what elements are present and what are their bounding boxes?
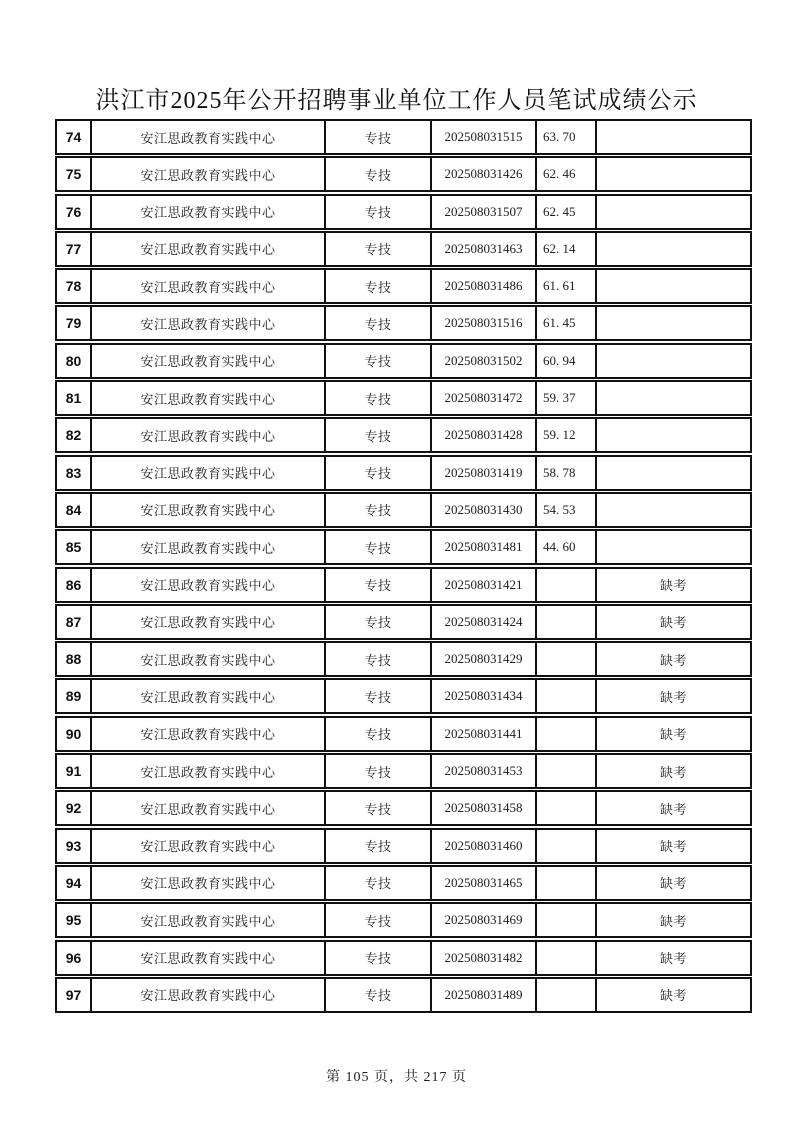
remark-cell: 缺考: [595, 904, 750, 936]
row-number-cell: 90: [65, 725, 82, 742]
row-number-cell: 97: [65, 986, 82, 1003]
row-number-cell: 87: [65, 613, 82, 630]
remark-cell: 缺考: [595, 606, 750, 638]
row-number-cell: 76: [65, 203, 82, 220]
scores-table: [55, 119, 752, 1014]
score-cell: 62. 46: [535, 158, 595, 190]
row-number-cell: 93: [65, 837, 82, 854]
page-title: 洪江市2025年公开招聘事业单位工作人员笔试成绩公示: [95, 88, 698, 114]
remark-cell: [595, 121, 750, 153]
score-cell: [535, 904, 595, 936]
unit-name-cell: 安江思政教育实践中心: [90, 196, 324, 228]
unit-name-cell: 安江思政教育实践中心: [90, 494, 324, 526]
exam-id-cell: 202508031502: [430, 345, 535, 377]
position-type-cell: 专技: [324, 755, 430, 787]
position-type-cell: 专技: [324, 904, 430, 936]
exam-id-cell: 202508031472: [430, 382, 535, 414]
table-row: [55, 455, 752, 491]
unit-name-cell: 安江思政教育实践中心: [90, 457, 324, 489]
score-cell: [535, 979, 595, 1011]
remark-cell: 缺考: [595, 569, 750, 601]
unit-name-cell: 安江思政教育实践中心: [90, 606, 324, 638]
unit-name-cell: 安江思政教育实践中心: [90, 531, 324, 563]
remark-cell: [595, 233, 750, 265]
exam-id-cell: 202508031482: [430, 942, 535, 974]
score-cell: 54. 53: [535, 494, 595, 526]
remark-cell: 缺考: [595, 942, 750, 974]
row-number-cell: 92: [65, 800, 82, 817]
score-cell: 63. 70: [535, 121, 595, 153]
position-type-cell: 专技: [324, 196, 430, 228]
table-row: [55, 902, 752, 938]
row-number-cell: 88: [65, 651, 82, 668]
remark-cell: 缺考: [595, 867, 750, 899]
position-type-cell: 专技: [324, 531, 430, 563]
table-row: [55, 156, 752, 192]
score-cell: [535, 792, 595, 824]
table-row: [55, 604, 752, 640]
position-type-cell: 专技: [324, 718, 430, 750]
exam-id-cell: 202508031419: [430, 457, 535, 489]
exam-id-cell: 202508031465: [430, 867, 535, 899]
exam-id-cell: 202508031434: [430, 680, 535, 712]
exam-id-cell: 202508031489: [430, 979, 535, 1011]
score-cell: 62. 45: [535, 196, 595, 228]
row-number-cell: 89: [65, 688, 82, 705]
position-type-cell: 专技: [324, 345, 430, 377]
remark-cell: [595, 158, 750, 190]
exam-id-cell: 202508031515: [430, 121, 535, 153]
position-type-cell: 专技: [324, 121, 430, 153]
position-type-cell: 专技: [324, 979, 430, 1011]
score-cell: [535, 942, 595, 974]
row-number-cell: 81: [65, 390, 82, 407]
row-number-cell: 91: [65, 763, 82, 780]
row-number-cell: 85: [65, 539, 82, 556]
score-cell: 62. 14: [535, 233, 595, 265]
exam-id-cell: 202508031429: [430, 643, 535, 675]
table-row: [55, 268, 752, 304]
remark-cell: [595, 457, 750, 489]
table-row: [55, 828, 752, 864]
position-type-cell: 专技: [324, 233, 430, 265]
score-cell: [535, 718, 595, 750]
exam-id-cell: 202508031486: [430, 270, 535, 302]
score-cell: 61. 61: [535, 270, 595, 302]
row-number-cell: 78: [65, 278, 82, 295]
exam-id-cell: 202508031463: [430, 233, 535, 265]
table-row: [55, 492, 752, 528]
unit-name-cell: 安江思政教育实践中心: [90, 755, 324, 787]
table-row: [55, 194, 752, 230]
page-footer: 第 105 页，共 217 页: [326, 1070, 467, 1085]
unit-name-cell: 安江思政教育实践中心: [90, 942, 324, 974]
unit-name-cell: 安江思政教育实践中心: [90, 382, 324, 414]
unit-name-cell: 安江思政教育实践中心: [90, 830, 324, 862]
position-type-cell: 专技: [324, 457, 430, 489]
unit-name-cell: 安江思政教育实践中心: [90, 569, 324, 601]
row-number-cell: 82: [65, 427, 82, 444]
remark-cell: [595, 531, 750, 563]
exam-id-cell: 202508031426: [430, 158, 535, 190]
row-number-cell: 75: [65, 166, 82, 183]
exam-id-cell: 202508031516: [430, 307, 535, 339]
table-row: [55, 529, 752, 565]
score-cell: 59. 37: [535, 382, 595, 414]
unit-name-cell: 安江思政教育实践中心: [90, 680, 324, 712]
position-type-cell: 专技: [324, 382, 430, 414]
exam-id-cell: 202508031430: [430, 494, 535, 526]
row-number-cell: 77: [65, 240, 82, 257]
position-type-cell: 专技: [324, 942, 430, 974]
score-cell: [535, 755, 595, 787]
score-cell: [535, 606, 595, 638]
unit-name-cell: 安江思政教育实践中心: [90, 121, 324, 153]
remark-cell: 缺考: [595, 718, 750, 750]
row-number-cell: 95: [65, 912, 82, 929]
position-type-cell: 专技: [324, 680, 430, 712]
score-cell: 61. 45: [535, 307, 595, 339]
table-row: [55, 716, 752, 752]
unit-name-cell: 安江思政教育实践中心: [90, 867, 324, 899]
table-row: [55, 343, 752, 379]
score-cell: [535, 569, 595, 601]
table-row: [55, 940, 752, 976]
remark-cell: 缺考: [595, 979, 750, 1011]
remark-cell: [595, 494, 750, 526]
unit-name-cell: 安江思政教育实践中心: [90, 419, 324, 451]
remark-cell: [595, 307, 750, 339]
table-row: [55, 305, 752, 341]
remark-cell: 缺考: [595, 792, 750, 824]
score-cell: [535, 830, 595, 862]
unit-name-cell: 安江思政教育实践中心: [90, 904, 324, 936]
table-row: [55, 865, 752, 901]
table-row: [55, 417, 752, 453]
exam-id-cell: 202508031460: [430, 830, 535, 862]
exam-id-cell: 202508031458: [430, 792, 535, 824]
remark-cell: 缺考: [595, 830, 750, 862]
score-cell: 58. 78: [535, 457, 595, 489]
table-row: [55, 641, 752, 677]
exam-id-cell: 202508031421: [430, 569, 535, 601]
unit-name-cell: 安江思政教育实践中心: [90, 307, 324, 339]
row-number-cell: 84: [65, 501, 82, 518]
score-cell: 60. 94: [535, 345, 595, 377]
remark-cell: 缺考: [595, 643, 750, 675]
row-number-cell: 96: [65, 949, 82, 966]
row-number-cell: 74: [65, 129, 82, 145]
position-type-cell: 专技: [324, 643, 430, 675]
unit-name-cell: 安江思政教育实践中心: [90, 643, 324, 675]
table-row: [55, 790, 752, 826]
remark-cell: [595, 419, 750, 451]
row-number-cell: 83: [65, 464, 82, 481]
table-row: [55, 678, 752, 714]
position-type-cell: 专技: [324, 867, 430, 899]
exam-id-cell: 202508031469: [430, 904, 535, 936]
exam-id-cell: 202508031507: [430, 196, 535, 228]
unit-name-cell: 安江思政教育实践中心: [90, 233, 324, 265]
table-row: [55, 977, 752, 1013]
unit-name-cell: 安江思政教育实践中心: [90, 270, 324, 302]
row-number-cell: 94: [65, 874, 82, 891]
remark-cell: [595, 345, 750, 377]
table-row: [55, 567, 752, 603]
remark-cell: [595, 270, 750, 302]
position-type-cell: 专技: [324, 606, 430, 638]
position-type-cell: 专技: [324, 830, 430, 862]
row-number-cell: 86: [65, 576, 82, 593]
exam-id-cell: 202508031424: [430, 606, 535, 638]
unit-name-cell: 安江思政教育实践中心: [90, 979, 324, 1011]
score-cell: [535, 867, 595, 899]
remark-cell: 缺考: [595, 680, 750, 712]
position-type-cell: 专技: [324, 419, 430, 451]
unit-name-cell: 安江思政教育实践中心: [90, 158, 324, 190]
unit-name-cell: 安江思政教育实践中心: [90, 792, 324, 824]
score-cell: 59. 12: [535, 419, 595, 451]
score-cell: [535, 680, 595, 712]
exam-id-cell: 202508031441: [430, 718, 535, 750]
position-type-cell: 专技: [324, 158, 430, 190]
position-type-cell: 专技: [324, 569, 430, 601]
row-number-cell: 79: [65, 315, 82, 332]
position-type-cell: 专技: [324, 270, 430, 302]
position-type-cell: 专技: [324, 792, 430, 824]
table-row: [55, 231, 752, 267]
score-cell: [535, 643, 595, 675]
exam-id-cell: 202508031453: [430, 755, 535, 787]
unit-name-cell: 安江思政教育实践中心: [90, 718, 324, 750]
position-type-cell: 专技: [324, 307, 430, 339]
table-row: [55, 753, 752, 789]
row-number-cell: 80: [65, 352, 82, 369]
remark-cell: [595, 382, 750, 414]
remark-cell: [595, 196, 750, 228]
position-type-cell: 专技: [324, 494, 430, 526]
score-cell: 44. 60: [535, 531, 595, 563]
unit-name-cell: 安江思政教育实践中心: [90, 345, 324, 377]
exam-id-cell: 202508031428: [430, 419, 535, 451]
exam-id-cell: 202508031481: [430, 531, 535, 563]
table-row: [55, 380, 752, 416]
remark-cell: 缺考: [595, 755, 750, 787]
table-row: [55, 119, 752, 155]
